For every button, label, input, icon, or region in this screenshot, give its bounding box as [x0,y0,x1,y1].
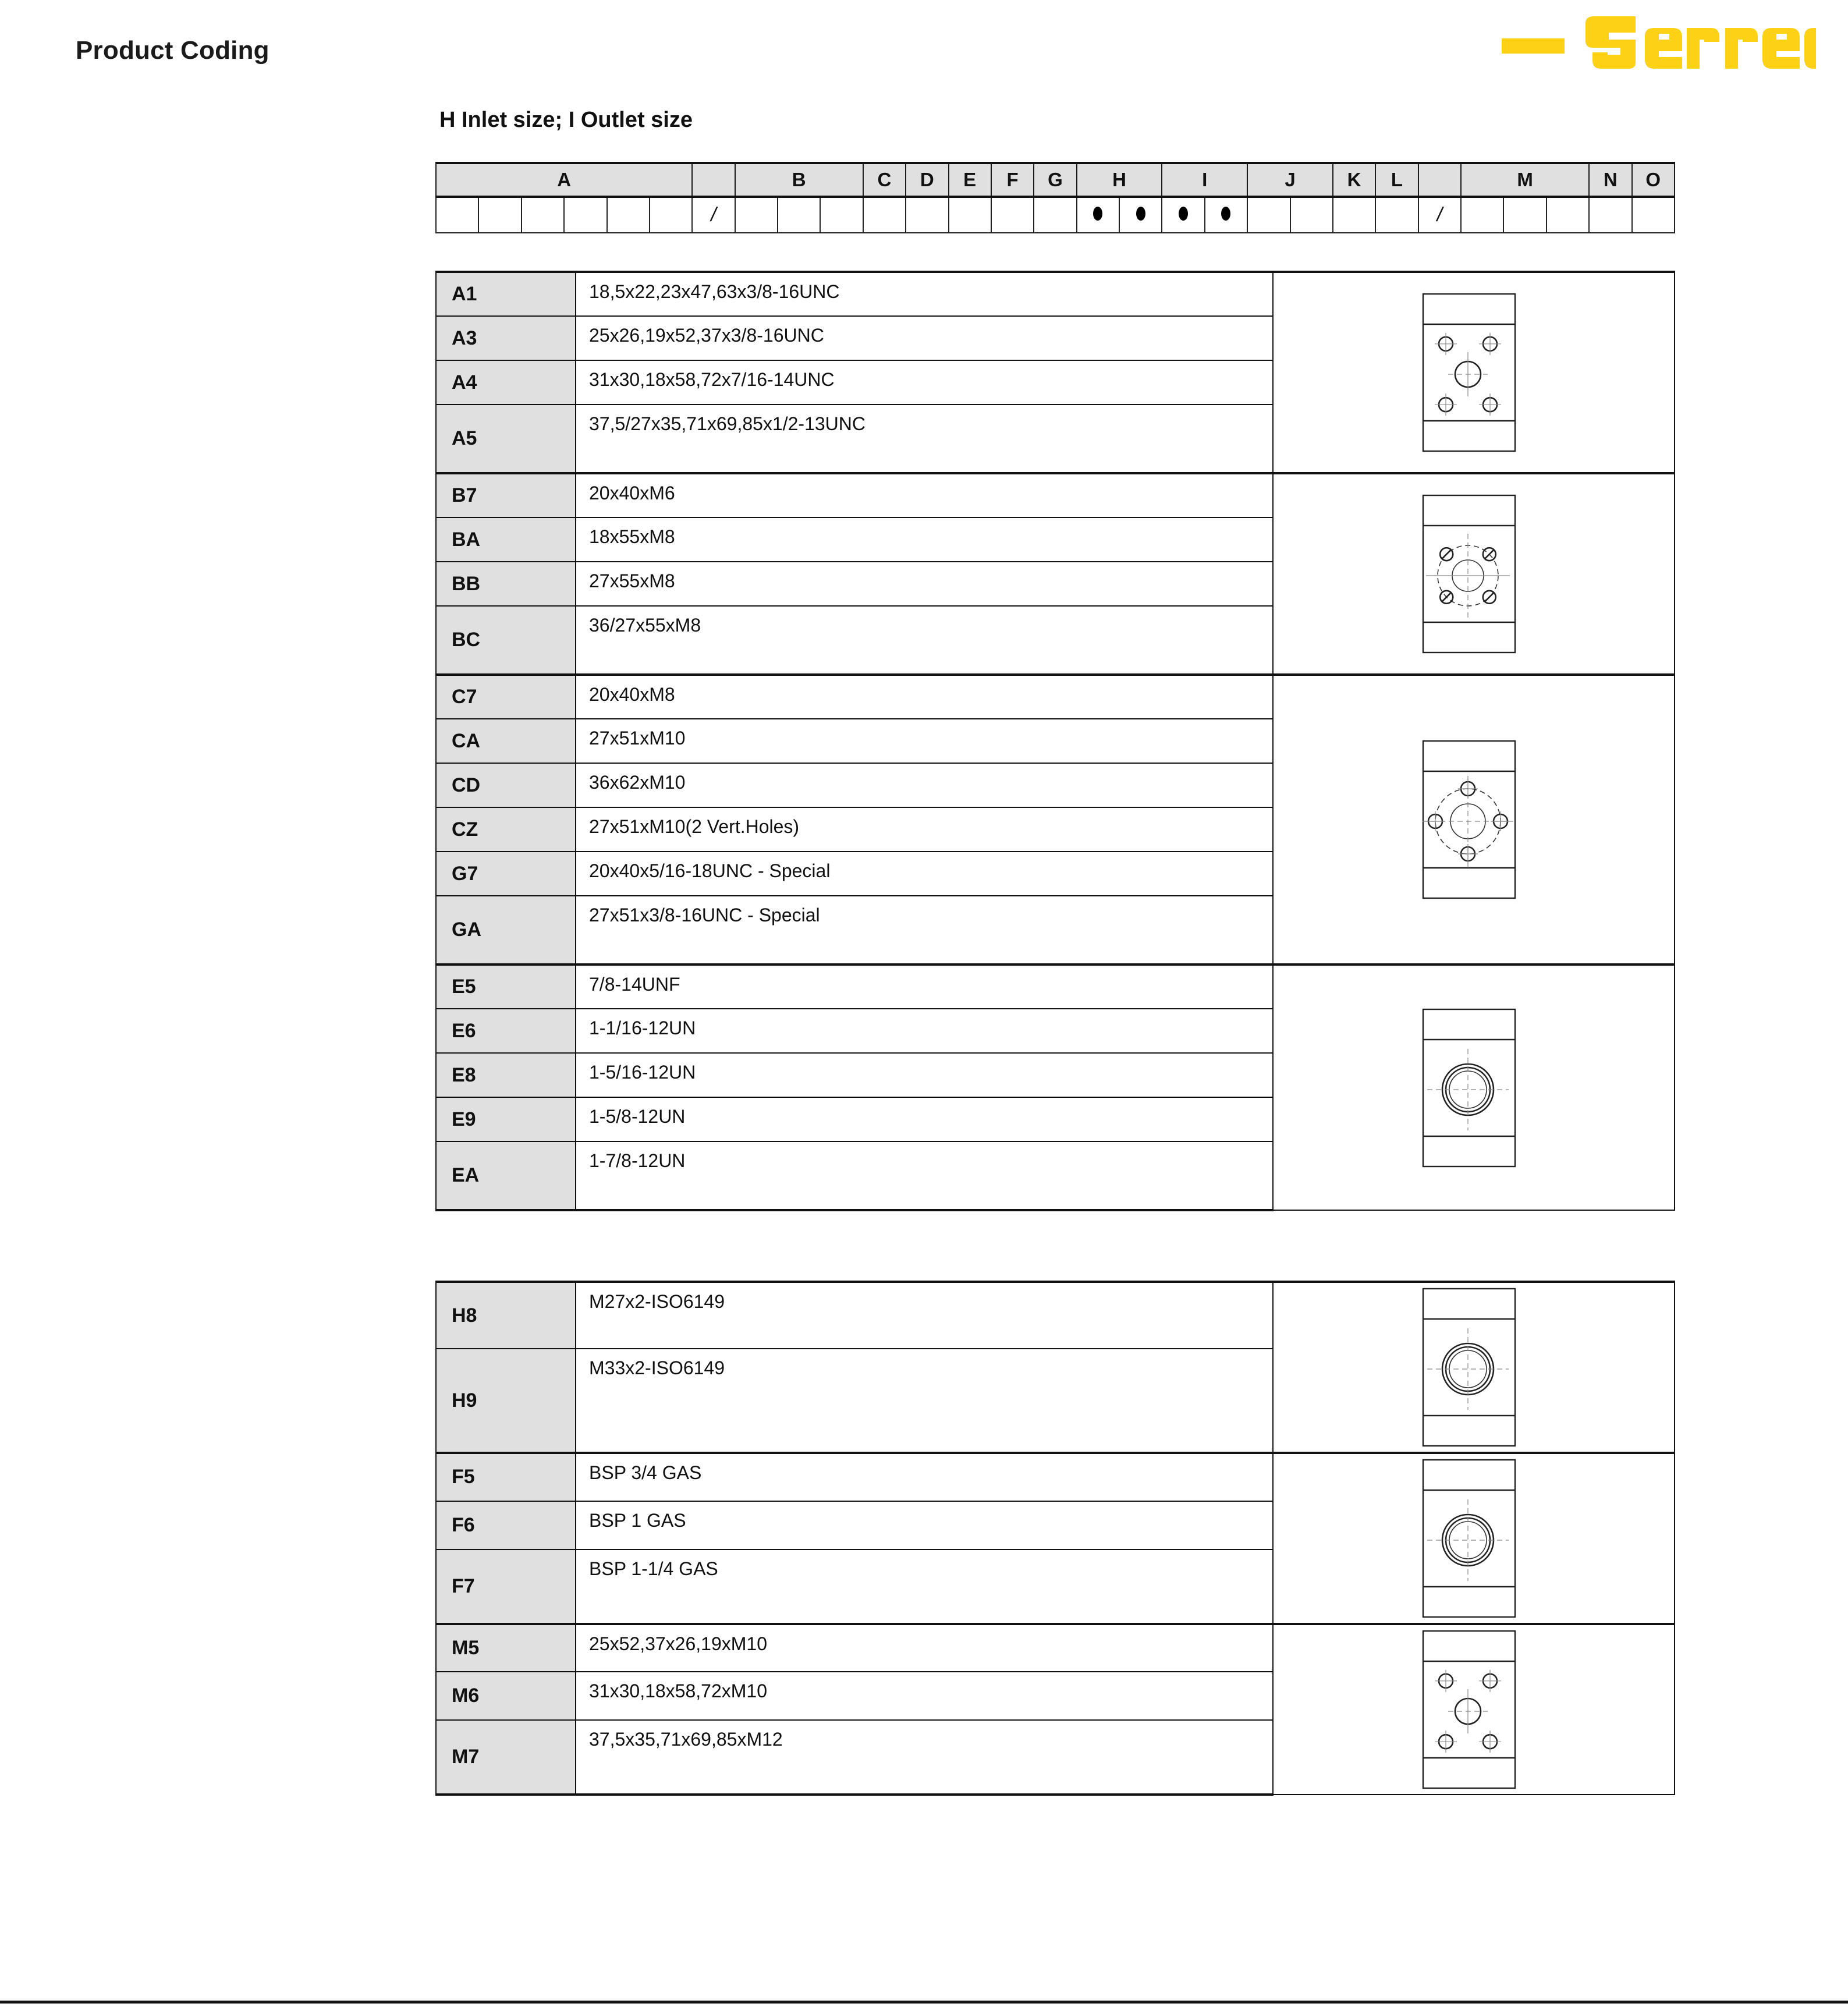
row-description: 37,5/27x35,71x69,85x1/2-13UNC [576,405,1273,473]
drawing-figure [1274,735,1674,904]
technical-drawing-circle-bolt-4hole-cardinal [1273,675,1675,965]
code-col-header-k: K [1333,163,1375,197]
row-code-e6: E6 [436,1009,576,1053]
row-code-bb: BB [436,562,576,606]
row-code-ea: EA [436,1141,576,1210]
section-label: H Inlet size; I Outlet size [439,108,693,132]
row-code-h8: H8 [436,1282,576,1349]
code-col-header-i: I [1162,163,1247,197]
table-row [436,965,1675,1009]
row-code-a3: A3 [436,316,576,360]
code-cell-empty[interactable] [1503,197,1546,233]
row-description: 1-5/8-12UN [576,1097,1273,1141]
code-cell-dot [1136,207,1145,221]
spec-table-secondary [435,1281,1675,1796]
page-header [0,0,1848,93]
row-description: M33x2-ISO6149 [576,1349,1273,1453]
row-code-b7: B7 [436,473,576,517]
row-description: 20x40xM8 [576,675,1273,719]
code-cell-empty[interactable] [820,197,863,233]
code-cell-separator[interactable] [1418,197,1461,233]
code-cell-empty[interactable] [735,197,778,233]
row-description: 31x30,18x58,72xM10 [576,1672,1273,1719]
technical-drawing-circle-bolt-4hole-diag [1273,473,1675,675]
code-cell-filled[interactable] [1077,197,1119,233]
row-description: 27x51xM10(2 Vert.Holes) [576,807,1273,852]
code-cell-filled[interactable] [1205,197,1247,233]
drawing-figure [1274,1283,1674,1452]
row-code-cz: CZ [436,807,576,852]
code-cell-empty[interactable] [1632,197,1675,233]
row-description: BSP 1-1/4 GAS [576,1549,1273,1625]
code-col-header-d: D [906,163,948,197]
row-description: 37,5x35,71x69,85xM12 [576,1720,1273,1795]
code-cell-dot [1179,207,1188,221]
code-cell-empty[interactable] [778,197,820,233]
code-cell-empty[interactable] [991,197,1034,233]
row-code-f7: F7 [436,1549,576,1625]
code-cell-empty[interactable] [607,197,650,233]
row-code-a4: A4 [436,360,576,405]
row-description: 36x62xM10 [576,763,1273,807]
row-description: 25x52,37x26,19xM10 [576,1624,1273,1672]
table-row [436,272,1675,316]
code-cell-empty[interactable] [1461,197,1503,233]
table-row [436,1453,1675,1501]
code-cell-empty[interactable] [1589,197,1631,233]
drawing-figure [1274,288,1674,457]
code-cell-filled[interactable] [1162,197,1204,233]
row-code-f6: F6 [436,1501,576,1549]
technical-drawing-threaded-port [1273,1282,1675,1453]
row-code-ba: BA [436,517,576,562]
row-code-m5: M5 [436,1624,576,1672]
code-col-header-a: A [436,163,692,197]
code-cell-dot [1221,207,1230,221]
table-row [436,675,1675,719]
technical-drawing-rect-flange-4hole [1273,272,1675,473]
table-row [436,1282,1675,1349]
code-cell-empty[interactable] [478,197,521,233]
row-code-e5: E5 [436,965,576,1009]
row-description: 31x30,18x58,72x7/16-14UNC [576,360,1273,405]
row-description: 27x55xM8 [576,562,1273,606]
row-code-e9: E9 [436,1097,576,1141]
row-code-a1: A1 [436,272,576,316]
drawing-figure [1274,1004,1674,1172]
code-cell-empty[interactable] [906,197,948,233]
code-cell-separator[interactable] [692,197,735,233]
code-cell-slash: / [711,204,717,226]
row-code-ca: CA [436,719,576,763]
code-cell-empty[interactable] [1290,197,1333,233]
code-cell-dot [1093,207,1102,221]
code-cell-empty[interactable] [1546,197,1589,233]
code-col-header-blank [1418,163,1461,197]
row-code-m6: M6 [436,1672,576,1719]
code-col-header-g: G [1034,163,1076,197]
row-code-c7: C7 [436,675,576,719]
row-code-a5: A5 [436,405,576,473]
gerreen-logo [1502,10,1816,69]
row-description: 1-1/16-12UN [576,1009,1273,1053]
code-col-header-f: F [991,163,1034,197]
row-description: 36/27x55xM8 [576,606,1273,675]
page-title: Product Coding [76,36,269,65]
row-code-ga: GA [436,896,576,965]
technical-drawing-rect-flange-4hole [1273,1624,1675,1795]
row-description: 18,5x22,23x47,63x3/8-16UNC [576,272,1273,316]
code-cell-empty[interactable] [949,197,991,233]
row-description: 18x55xM8 [576,517,1273,562]
row-description: 25x26,19x52,37x3/8-16UNC [576,316,1273,360]
code-col-header-b: B [735,163,863,197]
drawing-figure [1274,490,1674,658]
code-col-header-m: M [1461,163,1589,197]
code-col-header-j: J [1247,163,1333,197]
code-cell-slash: / [1436,204,1443,226]
table-row [436,1624,1675,1672]
code-cell-filled[interactable] [1119,197,1162,233]
code-cell-empty[interactable] [436,197,478,233]
code-cell-empty[interactable] [1333,197,1375,233]
row-code-bc: BC [436,606,576,675]
row-code-m7: M7 [436,1720,576,1795]
code-cell-empty[interactable] [650,197,692,233]
table-row [436,473,1675,517]
technical-drawing-threaded-port [1273,965,1675,1210]
row-description: 20x40x5/16-18UNC - Special [576,852,1273,896]
code-col-header-e: E [949,163,991,197]
row-description: 1-7/8-12UN [576,1141,1273,1210]
technical-drawing-threaded-port [1273,1453,1675,1624]
row-code-f5: F5 [436,1453,576,1501]
row-description: 27x51x3/8-16UNC - Special [576,896,1273,965]
row-description: 20x40xM6 [576,473,1273,517]
code-col-header-n: N [1589,163,1631,197]
row-code-cd: CD [436,763,576,807]
code-col-header-h: H [1077,163,1162,197]
code-cell-empty[interactable] [1247,197,1290,233]
drawing-figure [1274,1625,1674,1794]
row-code-e8: E8 [436,1053,576,1097]
row-description: BSP 3/4 GAS [576,1453,1273,1501]
row-code-h9: H9 [436,1349,576,1453]
code-cell-empty[interactable] [522,197,564,233]
code-cell-empty[interactable] [1375,197,1418,233]
code-cell-empty[interactable] [863,197,906,233]
row-description: 7/8-14UNF [576,965,1273,1009]
code-strip-cell-row [436,197,1675,233]
spec-table-primary [435,271,1675,1211]
row-description: BSP 1 GAS [576,1501,1273,1549]
code-col-header-l: L [1375,163,1418,197]
row-description: 27x51xM10 [576,719,1273,763]
code-cell-empty[interactable] [564,197,606,233]
row-description: M27x2-ISO6149 [576,1282,1273,1349]
code-col-header-o: O [1632,163,1675,197]
footer-rule [0,2001,1848,2004]
drawing-figure [1274,1454,1674,1623]
code-col-header-blank [692,163,735,197]
code-cell-empty[interactable] [1034,197,1076,233]
code-col-header-c: C [863,163,906,197]
row-code-g7: G7 [436,852,576,896]
code-strip-header-row [436,163,1675,197]
row-description: 1-5/16-12UN [576,1053,1273,1097]
product-code-strip [435,162,1675,233]
